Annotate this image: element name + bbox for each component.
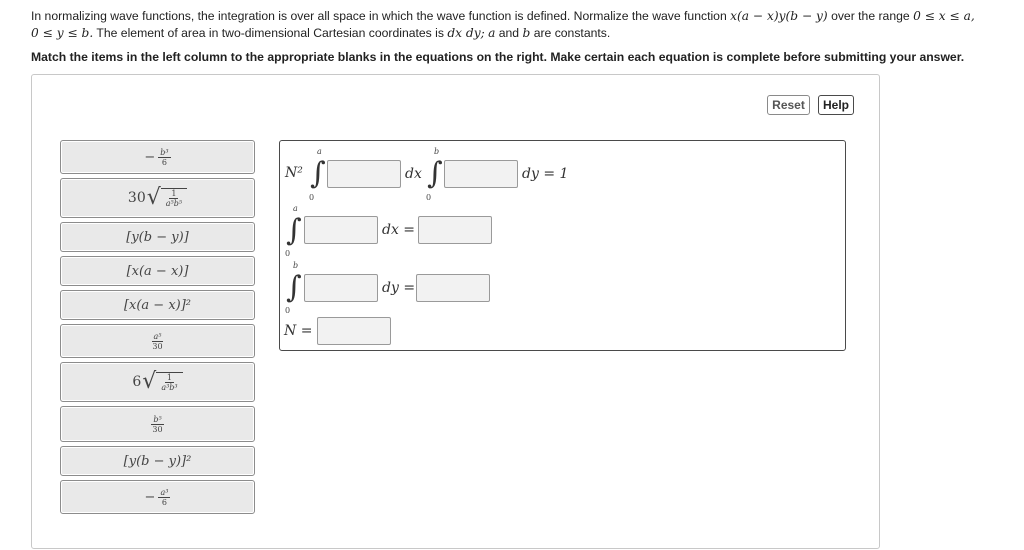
fraction [150, 332, 164, 351]
denominator: 30 [152, 341, 163, 351]
numerator: b³ [160, 147, 169, 157]
coefficient: 6 [132, 374, 142, 390]
tile-neg-b3-over-6[interactable] [60, 140, 255, 174]
blank-slot-5[interactable] [304, 274, 378, 302]
sqrt-icon: √ [146, 185, 161, 210]
numerator: a⁵ [153, 331, 162, 341]
question-part: In normalizing wave functions, the integration is over all space in which the wave function is defined. Normalize the wave function [31, 9, 727, 23]
constant-a: a [488, 26, 496, 40]
equations-box [279, 140, 846, 351]
integral-icon: ∫ [286, 270, 302, 305]
tile-y-b-minus-y[interactable] [60, 222, 255, 252]
integral-icon: ∫ [286, 213, 302, 248]
tile-y-b-minus-y-squared[interactable] [60, 446, 255, 476]
lower-limit-0: 0 [309, 193, 315, 202]
blank-slot-3[interactable] [304, 216, 378, 244]
integral-icon: ∫ [310, 156, 326, 191]
fraction [150, 415, 164, 434]
upper-limit-b: b [434, 147, 440, 156]
lower-limit-0: 0 [285, 306, 291, 315]
coefficient: 30 [127, 190, 146, 206]
minus-sign: − [144, 149, 156, 165]
denominator: a³b³ [161, 383, 178, 392]
n-equals: N = [284, 323, 313, 339]
upper-limit-a: a [317, 147, 322, 156]
question-part: The element of area in two-dimensional Cartesian coordinates is [96, 26, 444, 40]
tile-expression: [x(a − x)]² [123, 297, 192, 313]
radicand [156, 372, 182, 392]
blank-slot-7[interactable] [317, 317, 391, 345]
question-part: over the range [831, 9, 910, 23]
denominator: 6 [161, 497, 167, 507]
wave-function: x(a − x)y(b − y) [730, 9, 828, 23]
lower-limit-0: 0 [426, 193, 432, 202]
constant-b: b [522, 26, 531, 40]
upper-limit-a: a [293, 204, 298, 213]
y-range: 0 ≤ y ≤ b. [31, 26, 94, 40]
dx-label: dx [405, 166, 422, 182]
upper-limit-b: b [293, 261, 299, 270]
lower-limit-0: 0 [285, 249, 291, 258]
x-range: 0 ≤ x ≤ a, [913, 9, 975, 23]
sqrt-icon: √ [142, 369, 157, 394]
blank-slot-6[interactable] [416, 274, 490, 302]
denominator: 6 [161, 157, 167, 167]
denominator: 30 [152, 424, 163, 434]
dx-equals: dx = [382, 222, 416, 238]
numerator: 1 [166, 373, 173, 382]
blank-slot-4[interactable] [418, 216, 492, 244]
n-squared: N² [285, 165, 303, 181]
blank-slot-1[interactable] [327, 160, 401, 188]
numerator: b⁵ [153, 414, 162, 424]
question-text [31, 8, 1006, 42]
tile-a5-over-30[interactable] [60, 324, 255, 358]
tile-x-a-minus-x[interactable] [60, 256, 255, 286]
fraction [158, 488, 170, 507]
tile-6-sqrt[interactable] [60, 362, 255, 402]
denominator: a⁵b⁵ [165, 199, 183, 208]
integral-icon: ∫ [427, 156, 443, 191]
tile-30-sqrt[interactable] [60, 178, 255, 218]
question-part: and [498, 26, 520, 40]
instructions: Match the items in the left column to the appropriate blanks in the equations on the right. Make certain each equation is complete before submitting your answer. [31, 50, 965, 64]
fraction [158, 148, 170, 167]
fraction [164, 189, 184, 208]
numerator: 1 [171, 189, 177, 198]
dy-equals-one: dy = 1 [522, 166, 569, 182]
help-button[interactable]: Help [818, 95, 854, 115]
fraction [159, 373, 179, 392]
tile-expression: [x(a − x)] [126, 263, 189, 279]
reset-button[interactable]: Reset [767, 95, 810, 115]
minus-sign: − [144, 489, 156, 505]
radicand [161, 188, 187, 208]
tile-b5-over-30[interactable] [60, 406, 255, 442]
question-part: are constants. [533, 26, 611, 40]
blank-slot-2[interactable] [444, 160, 518, 188]
tile-neg-a3-over-6[interactable] [60, 480, 255, 514]
tile-expression: [y(b − y)] [126, 229, 189, 245]
area-element: dx dy; [447, 26, 485, 40]
dy-equals: dy = [382, 280, 416, 296]
tile-expression: [y(b − y)]² [123, 453, 192, 469]
numerator: a³ [160, 487, 169, 497]
tile-x-a-minus-x-squared[interactable] [60, 290, 255, 320]
